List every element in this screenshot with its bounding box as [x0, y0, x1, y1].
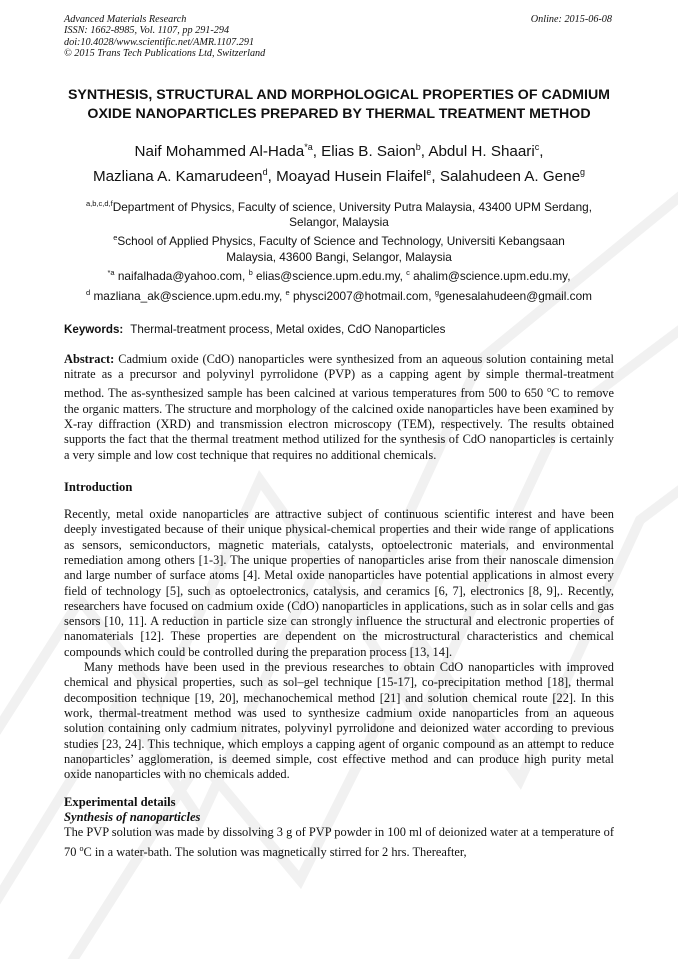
affiliation-mark: e: [113, 233, 118, 243]
email-mark: g: [434, 287, 439, 297]
experimental-text: The PVP solution was made by dissolving 3 g of PVP powder in 100 ml of deionized water at a temperature of 70: [64, 825, 614, 859]
affiliation-mark: a,b,c,d,f: [86, 198, 113, 208]
affiliations-block: [64, 196, 614, 304]
affiliation-text: School of Applied Physics, Faculty of Science and Technology, Universiti Kebangsaan: [117, 234, 565, 249]
author-name: Mazliana A. Kamarudeen: [92, 167, 263, 185]
copyright-line: © 2015 Trans Tech Publications Ltd, Switzerland: [64, 48, 266, 60]
affiliation-text: Selangor, Malaysia: [289, 215, 389, 230]
section-heading: Introduction: [64, 480, 133, 495]
email-mark: e: [285, 287, 290, 297]
email-mark: b: [248, 268, 253, 278]
keywords-label: Keywords:: [64, 322, 124, 336]
author-name: Naif Mohammed Al-Hada: [134, 142, 305, 160]
email-mark: *a: [107, 268, 115, 278]
author-name: Abdul H. Shaari: [428, 142, 535, 160]
email-mark: c: [406, 268, 410, 278]
author-affiliation-mark: *a: [304, 141, 313, 152]
doi-line: doi:10.4028/www.scientific.net/AMR.1107.291: [64, 36, 255, 48]
experimental-text: C in a water-bath. The solution was magnetically stirred for 2 hrs. Thereafter,: [83, 844, 467, 859]
email-list: [64, 265, 614, 304]
author-affiliation-mark: e: [426, 166, 432, 177]
paper-title: SYNTHESIS, STRUCTURAL AND MORPHOLOGICAL PROPERTIES OF CADMIUM OXIDE NANOPARTICLES PREPARED BY THERMAL TREATMENT METHOD: [67, 86, 611, 122]
email-link[interactable]: elias@science.upm.edu.my,: [256, 269, 407, 284]
email-mark: d: [86, 287, 91, 297]
online-date: Online: 2015-06-08: [530, 14, 612, 25]
degree-mark: o: [547, 385, 552, 395]
email-link[interactable]: physci2007@hotmail.com,: [293, 288, 435, 303]
intro-paragraph-2: Many methods have been used in the previous researches to obtain CdO nanoparticles with improved chemical and physical properties, such as sol–gel technique [15-17], co-precipitation method [18], thermal decomposition technique [19, 20], mechanochemical method [21] and solution chemical route [22]. In this work, thermal-treatment method was used to synthesize cadmium oxide nanoparticles from an aqueous solution containing only cadmium nitrates, polyvinyl pyrrolidone and deionized water according to previous studies [23, 24]. This technique, which employs a capping agent of organic compound as an attempt to reduce nanoparticles’ agglomeration, is deemed simple, cost effective method and can produce high purity metal oxide nanoparticles with no chemicals added.: [64, 660, 614, 782]
author-name: Salahudeen A. Gene: [439, 167, 581, 185]
author-name: Elias B. Saion: [321, 142, 416, 160]
affiliation-text: Department of Physics, Faculty of science, University Putra Malaysia, 43400 UPM Serdang,: [112, 199, 592, 214]
abstract-paragraph: [64, 352, 614, 463]
author-name: Moayad Husein Flaifel: [276, 167, 427, 185]
degree-mark: o: [79, 843, 84, 853]
email-link[interactable]: genesalahudeen@gmail.com: [438, 288, 592, 303]
email-link[interactable]: mazliana_ak@science.upm.edu.my,: [93, 288, 286, 303]
author-affiliation-mark: c: [534, 141, 540, 152]
section-heading: Experimental details: [64, 795, 176, 810]
author-list: Naif Mohammed Al-Hada$^{*a}$, Elias B. Saion$^b$, Abdul H. Shaari$^c$, Mazliana A. Kamarudeen$^d$, Moayad Husein Flaifel$^e$, Salahudeen A. Gene$^g$: [92, 141, 586, 185]
author-affiliation-mark: d: [262, 166, 268, 177]
affiliation-1: [64, 196, 614, 231]
keywords-text: Thermal-treatment process, Metal oxides, CdO Nanoparticles: [130, 322, 446, 336]
journal-name: Advanced Materials Research: [64, 14, 187, 25]
intro-paragraph-1: Recently, metal oxide nanoparticles are attractive subject of continuous scientific interest and have been deeply investigated because of their unique physical-chemical properties and their wide range of applications as sensors, semiconductors, magnetic materials, catalysts, optoelectronic materials, and environmental remediation among others [1-3]. The unique properties of nanoparticles arise from their nanoscale dimension and large number of surface atoms [4]. Metal oxide nanoparticles have potential applications in almost every field of technology [5], such as optoelectronics, catalysis, and ceramics [6, 7], electronics [8, 9],. Recently, researchers have focused on cadmium oxide (CdO) nanoparticles in applications, such as in solar cells and gas sensors [10, 11]. A reduction in particle size can strongly influence the structural and electronic properties of nanomaterials [12]. These properties are dependent on the microstructural characteristics and chemical compounds which could be controlled during the preparation process [13, 14].: [64, 507, 614, 659]
journal-header: [64, 14, 614, 60]
affiliation-text: Malaysia, 43600 Bangi, Selangor, Malaysia: [226, 249, 452, 264]
issn-line: ISSN: 1662-8985, Vol. 1107, pp 291-294: [64, 25, 230, 37]
email-link[interactable]: ahalim@science.upm.edu.my,: [413, 269, 571, 284]
subsection-heading: Synthesis of nanoparticles: [64, 810, 201, 825]
author-affiliation-mark: g: [580, 166, 586, 177]
abstract-label: Abstract:: [64, 351, 115, 366]
abstract-text: Cadmium oxide (CdO) nanoparticles were synthesized from an aqueous solution containing metal nitrate as a precursor and polyvinyl pyrrolidone (PVP) as a capping agent by simple thermal-treatment method. The as-synthesized sample has been calcined at various temperatures from 500 to 650: [64, 351, 614, 401]
keywords-line: [64, 323, 614, 336]
author-affiliation-mark: b: [415, 141, 421, 152]
experimental-paragraph: [64, 825, 614, 860]
abstract-text: C to remove the organic matters. The structure and morphology of the calcined oxide nanoparticles have been examined by X-ray diffraction (XRD) and transmission electron microscopy (TEM), respectively. The results obtained supports the fact that the thermal treatment method utilized for the synthesis of CdO nanoparticles is certainly a very simple and low cost technique that requires no additional chemicals.: [64, 386, 614, 462]
email-link[interactable]: naifalhada@yahoo.com,: [117, 269, 249, 284]
affiliation-2: [64, 230, 614, 265]
header-left: [64, 14, 265, 60]
